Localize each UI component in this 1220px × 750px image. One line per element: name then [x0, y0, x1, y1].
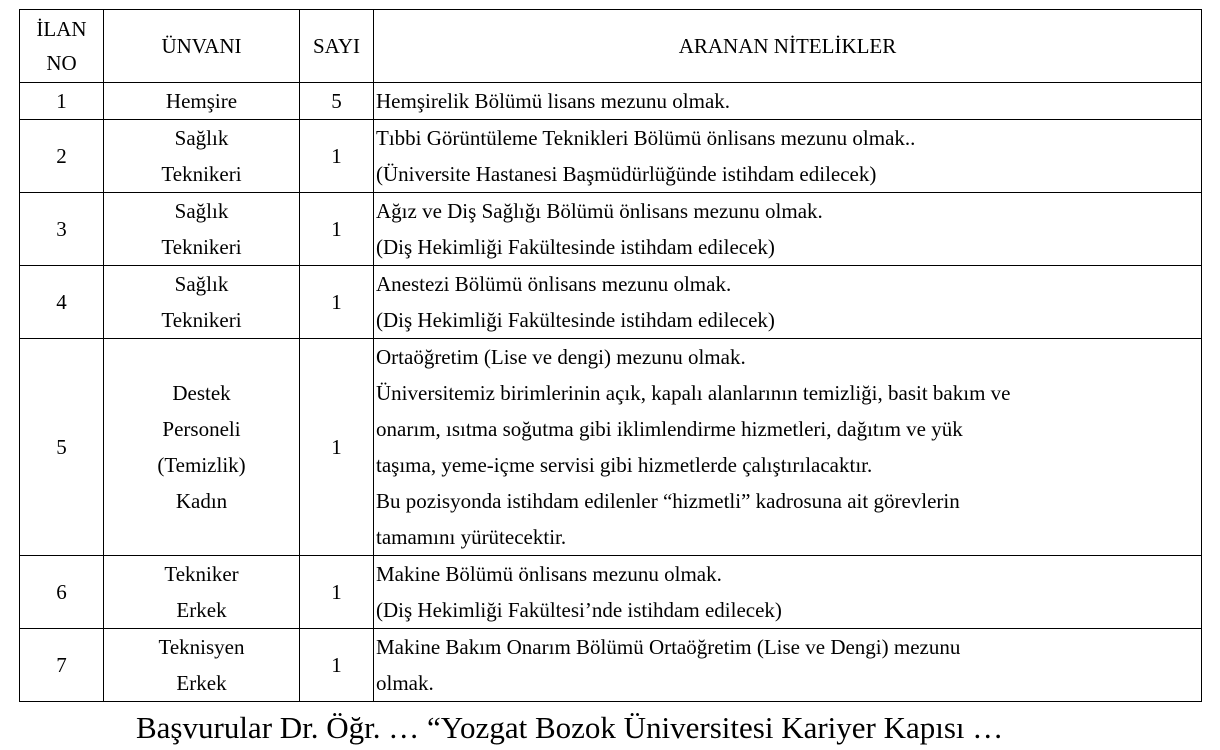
unvan-line: Sağlık [174, 126, 229, 150]
header-sayi: SAYI [300, 10, 374, 83]
unvan-line: Teknikeri [161, 162, 242, 186]
unvan-cell [104, 193, 300, 266]
nitelik-line: taşıma, yeme-içme servisi gibi hizmetlerde çalıştırılacaktır. [376, 453, 873, 477]
sayi-cell: 1 [300, 193, 374, 266]
nitelik-line: Makine Bakım Onarım Bölümü Ortaöğretim (Lise ve Dengi) mezunu [376, 635, 961, 659]
nitelik-line: Bu pozisyonda istihdam edilenler “hizmetli” kadrosuna ait görevlerin [376, 489, 960, 513]
sayi-cell: 1 [300, 120, 374, 193]
sayi-cell: 1 [300, 266, 374, 339]
nitelik-line: Ortaöğretim (Lise ve dengi) mezunu olmak. [376, 345, 746, 369]
unvan-line: Personeli [162, 417, 241, 441]
unvan-line: Sağlık [174, 272, 229, 296]
header-aranan-nitelikler: ARANAN NİTELİKLER [374, 10, 1202, 83]
nitelikler-cell [374, 83, 1202, 120]
nitelik-line: (Diş Hekimliği Fakültesi’nde istihdam edilecek) [376, 598, 782, 622]
unvan-line: Teknisyen [158, 635, 245, 659]
ilan-no-cell: 3 [20, 193, 104, 266]
sayi-cell: 1 [300, 556, 374, 629]
ilan-no-cell: 2 [20, 120, 104, 193]
sayi-cell: 1 [300, 629, 374, 702]
nitelik-line: (Diş Hekimliği Fakültesinde istihdam edilecek) [376, 235, 775, 259]
nitelik-line: Üniversitemiz birimlerinin açık, kapalı alanlarının temizliği, basit bakım ve [376, 381, 1011, 405]
table-row [20, 339, 1202, 556]
table-row [20, 629, 1202, 702]
ilan-no-cell: 1 [20, 83, 104, 120]
table-header-row [20, 10, 1202, 83]
unvan-line: (Temizlik) [157, 453, 246, 477]
nitelik-line: onarım, ısıtma soğutma gibi iklimlendirme hizmetleri, dağıtım ve yük [376, 417, 963, 441]
ilan-no-cell: 7 [20, 629, 104, 702]
nitelik-line: Makine Bölümü önlisans mezunu olmak. [376, 562, 722, 586]
table-row [20, 193, 1202, 266]
nitelikler-cell [374, 629, 1202, 702]
unvan-cell [104, 83, 300, 120]
table-row [20, 83, 1202, 120]
table-body [20, 83, 1202, 702]
nitelik-line: tamamını yürütecektir. [376, 525, 567, 549]
nitelikler-cell [374, 339, 1202, 556]
job-listings-table [19, 9, 1202, 702]
nitelik-line: (Üniversite Hastanesi Başmüdürlüğünde istihdam edilecek) [376, 162, 877, 186]
unvan-line: Hemşire [165, 89, 238, 113]
header-unvani: ÜNVANI [104, 10, 300, 83]
unvan-cell [104, 339, 300, 556]
unvan-cell [104, 629, 300, 702]
nitelik-line: (Diş Hekimliği Fakültesinde istihdam edilecek) [376, 308, 775, 332]
unvan-cell [104, 556, 300, 629]
unvan-line: Erkek [176, 671, 227, 695]
nitelik-line: Tıbbi Görüntüleme Teknikleri Bölümü önlisans mezunu olmak.. [376, 126, 916, 150]
unvan-line: Erkek [176, 598, 227, 622]
table-row [20, 266, 1202, 339]
nitelikler-cell [374, 266, 1202, 339]
nitelikler-cell [374, 193, 1202, 266]
nitelikler-cell [374, 120, 1202, 193]
nitelik-line: Ağız ve Diş Sağlığı Bölümü önlisans mezunu olmak. [376, 199, 823, 223]
nitelikler-cell [374, 556, 1202, 629]
footer-text-partial: Başvurular Dr. Öğr. … “Yozgat Bozok Üniversitesi Kariyer Kapısı … [136, 710, 1004, 745]
sayi-cell: 1 [300, 339, 374, 556]
header-ilan-no [20, 10, 104, 83]
nitelik-line: olmak. [376, 671, 434, 695]
unvan-line: Teknikeri [161, 235, 242, 259]
header-ilan-no-line2: NO [46, 51, 77, 75]
header-ilan-no-line1: İLAN [36, 17, 87, 41]
unvan-cell [104, 120, 300, 193]
unvan-line: Destek [172, 381, 231, 405]
sayi-cell: 5 [300, 83, 374, 120]
table-row [20, 120, 1202, 193]
unvan-line: Teknikeri [161, 308, 242, 332]
nitelik-line: Hemşirelik Bölümü lisans mezunu olmak. [376, 89, 731, 113]
unvan-line: Kadın [175, 489, 228, 513]
unvan-line: Sağlık [174, 199, 229, 223]
nitelik-line: Anestezi Bölümü önlisans mezunu olmak. [376, 272, 732, 296]
ilan-no-cell: 6 [20, 556, 104, 629]
table-row [20, 556, 1202, 629]
unvan-line: Tekniker [164, 562, 239, 586]
unvan-cell [104, 266, 300, 339]
ilan-no-cell: 4 [20, 266, 104, 339]
ilan-no-cell: 5 [20, 339, 104, 556]
